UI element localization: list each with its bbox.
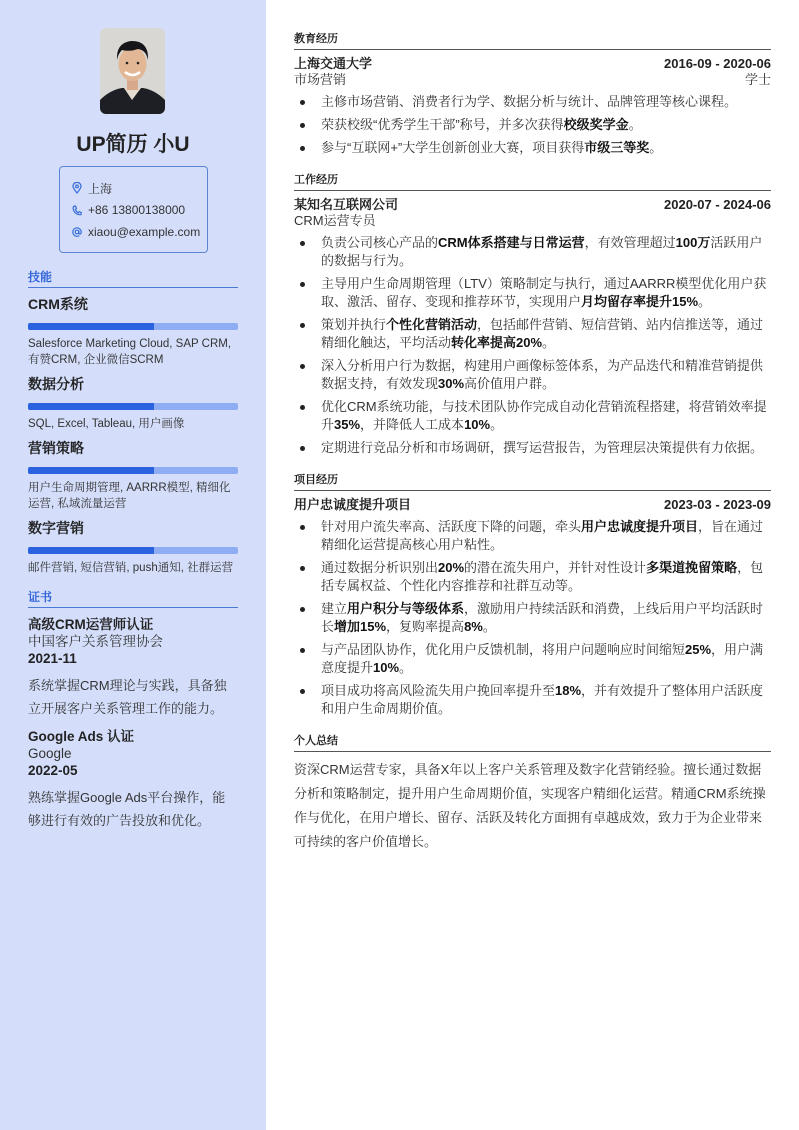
skill-desc: 用户生命周期管理, AARRR模型, 精细化运营, 私域流量运营: [28, 482, 231, 510]
phone-icon: [72, 204, 82, 216]
skill-level-bar: [28, 403, 238, 410]
project-bullets: [294, 518, 771, 718]
skill-desc: 邮件营销, 短信营销, push通知, 社群运营: [28, 562, 234, 574]
email-text: xiaou@example.com: [88, 225, 201, 239]
education-subheader: [294, 72, 771, 88]
work-subheader: [294, 213, 771, 229]
certificate-issuer: 中国客户关系管理协会: [28, 634, 163, 649]
bullet-item: 定期进行竞品分析和市场调研，撰写运营报告，为管理层决策提供有力依据。: [294, 439, 771, 457]
skill-level-fill: [28, 467, 154, 474]
certificates-section: [28, 588, 238, 832]
bullet-item: 优化CRM系统功能，与技术团队协作完成自动化营销流程搭建，将营销效率提升35%，并降低人工成本10%。: [294, 398, 771, 434]
profile-name: UP简历 小U: [76, 133, 190, 156]
bullet-item: 策划并执行个性化营销活动，包括邮件营销、短信营销、站内信推送等，通过精细化触达，平均活动转化率提高20%。: [294, 316, 771, 352]
skills-section: [28, 268, 238, 576]
work-period: 2020-07 - 2024-06: [664, 197, 771, 212]
location-text: 上海: [88, 181, 113, 196]
sidebar: [0, 0, 266, 1130]
major: 市场营销: [294, 72, 347, 87]
skill-level-bar: [28, 547, 238, 554]
at-sign-icon: [72, 226, 82, 238]
job-role: CRM运营专员: [294, 213, 376, 228]
work-section: [294, 171, 771, 457]
bullet-item: 项目成功将高风险流失用户挽回率提升至18%，并有效提升了整体用户活跃度和用户生命周期价值。: [294, 682, 771, 718]
summary-title: 个人总结: [294, 732, 771, 752]
skill-item: [28, 294, 238, 368]
work-title: 工作经历: [294, 171, 771, 191]
skill-level-fill: [28, 403, 154, 410]
main-content: [294, 0, 771, 854]
degree: 学士: [744, 72, 771, 87]
skill-level-fill: [28, 547, 154, 554]
location-pin-icon: [72, 182, 82, 194]
skill-item: [28, 438, 238, 512]
bullet-item: 建立用户积分与等级体系，激励用户持续活跃和消费，上线后用户平均活跃时长增加15%，复购率提高8%。: [294, 600, 771, 636]
skill-name: 数字营销: [28, 520, 84, 536]
skill-level-bar: [28, 467, 238, 474]
skill-desc: SQL, Excel, Tableau, 用户画像: [28, 418, 185, 430]
skills-title: 技能: [28, 268, 238, 288]
certificate-item: [28, 616, 238, 720]
bullet-item: 荣获校级“优秀学生干部”称号，并多次获得校级奖学金。: [294, 116, 771, 134]
bullet-item: 针对用户流失率高、活跃度下降的问题，牵头用户忠诚度提升项目，旨在通过精细化运营提高核心用户粘性。: [294, 518, 771, 554]
education-title: 教育经历: [294, 30, 771, 50]
education-bullets: [294, 93, 771, 157]
summary-section: [294, 732, 771, 854]
contact-email: [72, 221, 207, 243]
work-bullets: [294, 234, 771, 457]
skill-level-bar: [28, 323, 238, 330]
skill-desc: Salesforce Marketing Cloud, SAP CRM, 有赞CRM, 企业微信SCRM: [28, 338, 232, 366]
education-section: [294, 30, 771, 157]
contact-box: [59, 166, 208, 253]
skill-name: 数据分析: [28, 376, 84, 392]
skill-item: [28, 518, 238, 576]
certificate-desc: 熟练掌握Google Ads平台操作，能够进行有效的广告投放和优化。: [28, 790, 226, 828]
bullet-item: 参与“互联网+”大学生创新创业大赛，项目获得市级三等奖。: [294, 139, 771, 157]
skill-item: [28, 374, 238, 432]
bullet-item: 通过数据分析识别出20%的潜在流失用户，并针对性设计多渠道挽留策略，包括专属权益、个性化内容推荐和社群互动等。: [294, 559, 771, 595]
project-period: 2023-03 - 2023-09: [664, 497, 771, 512]
certificate-date: 2021-11: [28, 651, 77, 666]
skill-name: 营销策略: [28, 440, 84, 456]
profile-photo: [100, 28, 165, 114]
work-header: [294, 196, 771, 213]
projects-title: 项目经历: [294, 471, 771, 491]
education-period: 2016-09 - 2020-06: [664, 56, 771, 71]
bullet-item: 主导用户生命周期管理（LTV）策略制定与执行，通过AARRR模型优化用户获取、激活、留存、变现和推荐环节，实现用户月均留存率提升15%。: [294, 275, 771, 311]
avatar-icon: [100, 28, 165, 114]
certificate-title: 高级CRM运营师认证: [28, 617, 154, 632]
contact-phone: [72, 199, 207, 221]
school-name: 上海交通大学: [294, 56, 373, 71]
project-name: 用户忠诚度提升项目: [294, 497, 412, 512]
project-header: [294, 496, 771, 513]
contact-location: [72, 177, 207, 199]
projects-section: [294, 471, 771, 718]
company-name: 某知名互联网公司: [294, 197, 399, 212]
skill-level-fill: [28, 323, 154, 330]
certificate-item: [28, 728, 238, 832]
bullet-item: 与产品团队协作，优化用户反馈机制，将用户问题响应时间缩短25%，用户满意度提升10%。: [294, 641, 771, 677]
bullet-item: 深入分析用户行为数据，构建用户画像标签体系，为产品迭代和精准营销提供数据支持，有效发现30%高价值用户群。: [294, 357, 771, 393]
education-header: [294, 55, 771, 72]
certificates-title: 证书: [28, 588, 238, 608]
summary-text: 资深CRM运营专家，具备X年以上客户关系管理及数字化营销经验。擅长通过数据分析和策略制定，提升用户生命周期价值，实现客户精细化运营。精通CRM系统操作与优化，在用户增长、留存、活跃及转化方面拥有卓越成效，致力于为企业带来可持续的客户价值增长。: [294, 762, 766, 849]
bullet-item: 负责公司核心产品的CRM体系搭建与日常运营，有效管理超过100万活跃用户的数据与行为。: [294, 234, 771, 270]
phone-text: +86 13800138000: [88, 203, 186, 217]
certificate-issuer: Google: [28, 746, 72, 761]
certificate-date: 2022-05: [28, 763, 78, 778]
skill-name: CRM系统: [28, 296, 88, 312]
bullet-item: 主修市场营销、消费者行为学、数据分析与统计、品牌管理等核心课程。: [294, 93, 771, 111]
certificate-desc: 系统掌握CRM理论与实践，具备独立开展客户关系管理工作的能力。: [28, 678, 227, 716]
certificate-title: Google Ads 认证: [28, 729, 135, 744]
